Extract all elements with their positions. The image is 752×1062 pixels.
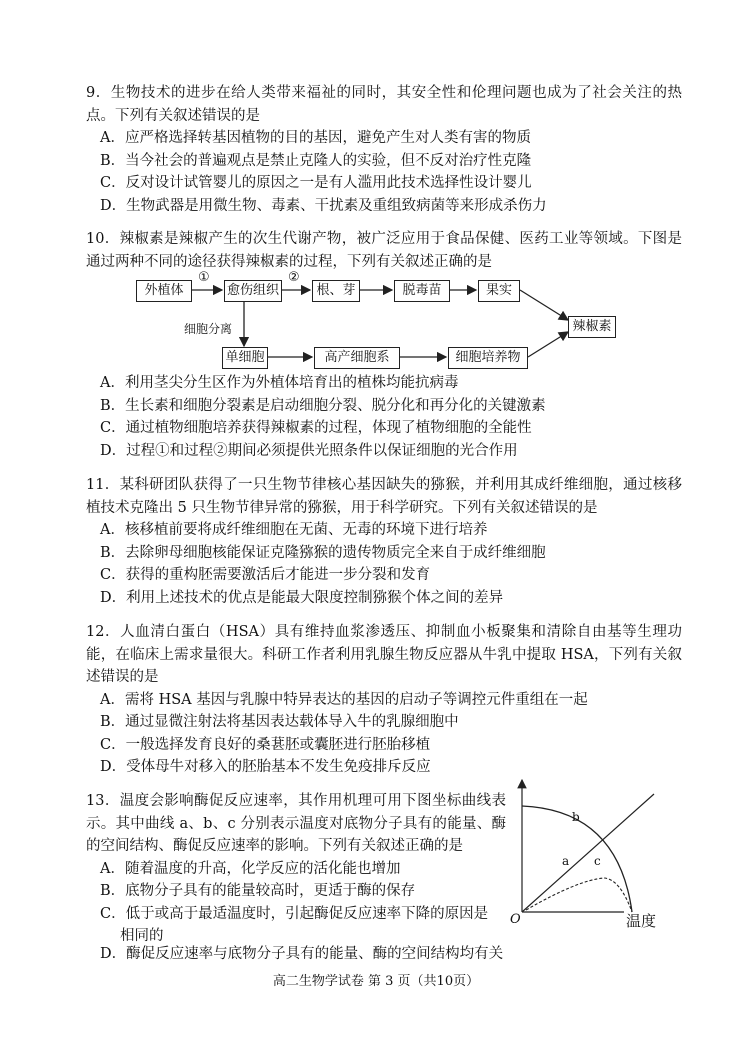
option-a: A．随着温度的升高，化学反应的活化能也增加 bbox=[100, 860, 401, 877]
page-footer: 高二生物学试卷 第 3 页（共10页） bbox=[272, 974, 480, 989]
question-13 bbox=[86, 790, 506, 948]
option-a: A．需将 HSA 基因与乳腺中特异表达的基因的启动子等调控元件重组在一起 bbox=[100, 691, 588, 708]
option-b: B．底物分子具有的能量较高时，更适于酶的保存 bbox=[100, 883, 416, 899]
option-b: B．当今社会的普遍观点是禁止克隆人的实验，但不反对治疗性克隆 bbox=[100, 152, 532, 169]
capsaicin-flowchart bbox=[130, 270, 630, 380]
curve-a bbox=[522, 794, 654, 912]
question-stem: 13．温度会影响酶促反应速率，其作用机理可用下图坐标曲线表示。其中曲线 a、b、c 分别表示温度对底物分子具有的能量、酶的空间结构、酶促反应速率的影响。下列有关叙述正确的是 bbox=[86, 793, 506, 854]
box-callus: 愈伤组织 bbox=[224, 280, 282, 302]
x-axis-label: 温度 bbox=[626, 912, 657, 930]
curve-c-label: c bbox=[594, 854, 601, 868]
curve-b-label: b bbox=[572, 810, 580, 824]
box-roots-buds: 根、芽 bbox=[312, 280, 360, 302]
option-c: C．通过植物细胞培养获得辣椒素的过程，体现了植物细胞的全能性 bbox=[100, 420, 532, 436]
option-b: B．通过显微注射法将基因表达载体导入牛的乳腺细胞中 bbox=[100, 714, 459, 730]
option-a: A．利用茎尖分生区作为外植体培育出的植株均能抗病毒 bbox=[100, 375, 459, 391]
option-a: A．核移植前要将成纤维细胞在无菌、无毒的环境下进行培养 bbox=[100, 522, 488, 538]
box-high-yield-cell-line: 高产细胞系 bbox=[314, 347, 400, 369]
box-fruit: 果实 bbox=[478, 280, 520, 302]
option-b: B．去除卵母细胞核能保证克隆猕猴的遗传物质完全来自于成纤维细胞 bbox=[100, 544, 546, 561]
box-single-cell: 单细胞 bbox=[222, 347, 268, 369]
option-d: D．利用上述技术的优点是能最大限度控制猕猴个体之间的差异 bbox=[100, 589, 504, 606]
option-c-continuation: 相同的 bbox=[120, 928, 164, 944]
question-10-options bbox=[86, 372, 682, 462]
question-11 bbox=[86, 474, 682, 609]
option-c-text: C．低于或高于最适温度时，引起酶促反应速率下降的原因是 bbox=[100, 905, 489, 922]
step-2-label: ② bbox=[288, 270, 300, 285]
option-b: B．生长素和细胞分裂素是启动细胞分裂、脱分化和再分化的关键激素 bbox=[100, 397, 546, 414]
question-10 bbox=[86, 228, 682, 273]
temperature-graph bbox=[508, 776, 678, 936]
curve-a-label: a bbox=[562, 854, 570, 868]
question-13-option-d-row bbox=[86, 943, 682, 966]
origin-label: O bbox=[510, 912, 521, 927]
option-c: C．获得的重构胚需要激活后才能进一步分裂和发育 bbox=[100, 567, 431, 583]
option-c: C．反对设计试管婴儿的原因之一是有人滥用此技术选择性设计婴儿 bbox=[100, 175, 532, 191]
option-a: A．应严格选择转基因植物的目的基因，避免产生对人类有害的物质 bbox=[100, 130, 531, 146]
box-cell-culture: 细胞培养物 bbox=[448, 347, 528, 369]
question-stem: 9．生物技术的进步在给人类带来福祉的同时，其安全性和伦理问题也成为了社会关注的热点。下列有关叙述错误的是 bbox=[86, 85, 682, 124]
option-d: D．过程①和过程②期间必须提供光照条件以保证细胞的光合作用 bbox=[100, 442, 518, 459]
question-9 bbox=[86, 82, 682, 217]
question-stem: 11．某科研团队获得了一只生物节律核心基因缺失的猕猴，并利用其成纤维细胞，通过核移植技术克隆出 5 只生物节律异常的猕猴，用于科学研究。下列有关叙述错误的是 bbox=[86, 477, 682, 516]
box-virus-free-seedling: 脱毒苗 bbox=[394, 280, 450, 302]
option-d: D．生物武器是用微生物、毒素、干扰素及重组致病菌等来形成杀伤力 bbox=[100, 197, 547, 214]
cell-separation-label: 细胞分离 bbox=[184, 322, 233, 336]
option-c bbox=[86, 903, 506, 948]
box-capsaicin: 辣椒素 bbox=[568, 316, 616, 338]
option-c: C．一般选择发育良好的桑葚胚或囊胚进行胚胎移植 bbox=[100, 736, 431, 753]
box-explant: 外植体 bbox=[136, 280, 192, 302]
step-1-label: ① bbox=[198, 270, 210, 285]
question-stem: 10．辣椒素是辣椒产生的次生代谢产物，被广泛应用于食品保健、医药工业等领域。下图是通过两种不同的途径获得辣椒素的过程，下列有关叙述正确的是 bbox=[86, 231, 682, 270]
question-12 bbox=[86, 621, 682, 779]
option-d: D．酶促反应速率与底物分子具有的能量、酶的空间结构均有关 bbox=[100, 946, 504, 962]
question-stem: 12．人血清白蛋白（HSA）具有维持血浆渗透压、抑制血小板聚集和清除自由基等生理功能，在临床上需求量很大。科研工作者利用乳腺生物反应器从牛乳中提取 HSA，下列有关叙述错误的是 bbox=[86, 624, 682, 685]
option-d: D．受体母牛对移入的胚胎基本不发生免疫排斥反应 bbox=[100, 759, 431, 775]
